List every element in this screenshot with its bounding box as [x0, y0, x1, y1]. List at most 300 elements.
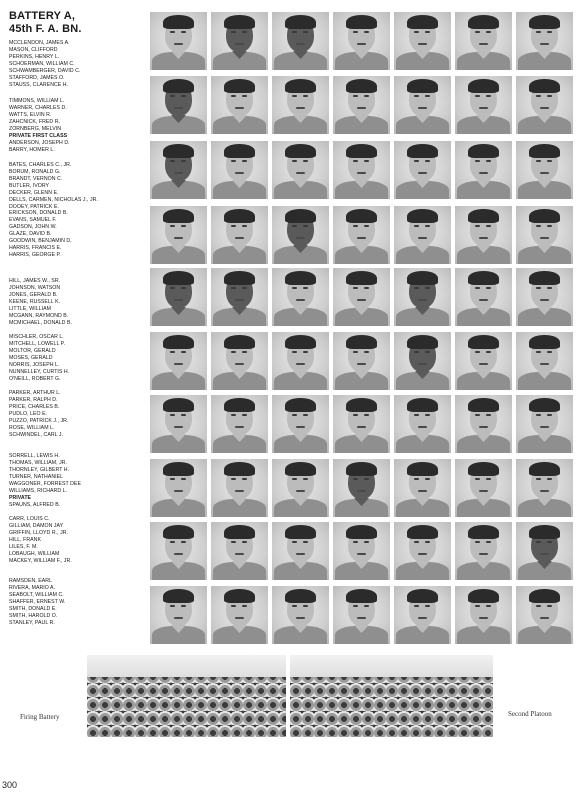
- portrait-photo: [516, 12, 573, 70]
- battery-heading: [9, 10, 145, 36]
- mouth: [174, 43, 183, 45]
- mouth: [296, 172, 305, 174]
- portrait-photo: [394, 141, 451, 199]
- eye: [425, 414, 430, 416]
- roster-name: MCCLENDON, JAMES A.: [9, 40, 70, 46]
- roster-name: SMITH, HAROLD O.: [9, 613, 58, 619]
- roster-name: GRIFFIN, LLOYD R., JR.: [9, 530, 69, 536]
- portrait-photo: [455, 141, 512, 199]
- eye: [364, 605, 369, 607]
- eye: [353, 351, 358, 353]
- eye: [303, 287, 308, 289]
- portrait-photo: [394, 586, 451, 644]
- eye: [353, 160, 358, 162]
- portrait-photo: [394, 76, 451, 134]
- roster-name: WAGGONER, FORREST DEE: [9, 481, 81, 487]
- portrait-photo: [150, 459, 207, 517]
- roster-name: MCMICHAEL, DONALD B.: [9, 320, 72, 326]
- eye: [547, 605, 552, 607]
- eye: [414, 95, 419, 97]
- eye: [414, 414, 419, 416]
- roster-name: SHAFFER, ERNEST W.: [9, 599, 66, 605]
- eye: [536, 351, 541, 353]
- hair: [346, 398, 377, 412]
- eye: [231, 605, 236, 607]
- roster-name: GLAZE, DAVID B.: [9, 231, 52, 237]
- roster-name: TIMMONS, WILLIAM L.: [9, 98, 65, 104]
- hair: [407, 271, 438, 285]
- eye: [242, 160, 247, 162]
- eye: [242, 414, 247, 416]
- portrait-photo: [272, 332, 329, 390]
- battery-heading-line1: BATTERY A,: [9, 10, 76, 22]
- roster-name: CARR, LOUIS C.: [9, 516, 50, 522]
- eye: [231, 478, 236, 480]
- hair: [468, 398, 499, 412]
- roster-name: BARRY, HOMER L.: [9, 147, 55, 153]
- roster-name: WARNER, CHARLES D.: [9, 105, 67, 111]
- mouth: [479, 617, 488, 619]
- roster-name: HILL, JAMES W., SR.: [9, 278, 61, 284]
- hair: [529, 79, 560, 93]
- portrait-photo: [272, 268, 329, 326]
- eye: [486, 160, 491, 162]
- eye: [292, 541, 297, 543]
- hair: [346, 525, 377, 539]
- roster-name: ANDERSON, JOSEPH D.: [9, 140, 70, 146]
- eye: [353, 414, 358, 416]
- portrait-photo: [211, 206, 268, 264]
- mouth: [357, 553, 366, 555]
- eye: [364, 225, 369, 227]
- eye: [353, 287, 358, 289]
- eye: [292, 478, 297, 480]
- roster-name: DOOEY, PATRICK E.: [9, 204, 59, 210]
- portrait-photo: [333, 459, 390, 517]
- hair: [285, 15, 316, 29]
- roster-name: STAUSS, CLARENCE H.: [9, 82, 69, 88]
- roster-name: LOBAUGH, WILLIAM: [9, 551, 60, 557]
- mouth: [418, 426, 427, 428]
- mouth: [357, 237, 366, 239]
- hair: [224, 271, 255, 285]
- mouth: [479, 553, 488, 555]
- eye: [170, 95, 175, 97]
- eye: [292, 351, 297, 353]
- hair: [407, 589, 438, 603]
- eye: [475, 31, 480, 33]
- roster-name: PRICE, CHARLES B.: [9, 404, 60, 410]
- eye: [242, 95, 247, 97]
- mouth: [296, 617, 305, 619]
- page-number: 300: [2, 780, 18, 790]
- hair: [468, 209, 499, 223]
- eye: [364, 95, 369, 97]
- hair: [468, 15, 499, 29]
- eye: [364, 287, 369, 289]
- mouth: [235, 617, 244, 619]
- roster-name: MACKEY, WILLIAM F., JR.: [9, 558, 72, 564]
- roster-name: TURNER, NATHANIEL: [9, 474, 64, 480]
- roster-name: MCGANN, RAYMOND B.: [9, 313, 69, 319]
- portrait-photo: [150, 76, 207, 134]
- mouth: [235, 299, 244, 301]
- eye: [242, 478, 247, 480]
- eye: [181, 478, 186, 480]
- mouth: [418, 299, 427, 301]
- eye: [292, 160, 297, 162]
- roster-name: THORNLEY, GILBERT H.: [9, 467, 70, 473]
- portrait-photo: [211, 141, 268, 199]
- hair: [163, 209, 194, 223]
- mouth: [296, 299, 305, 301]
- roster-name: NUNNELLEY, CURTIS H.: [9, 369, 70, 375]
- roster-name: BRANDT, VERNON C.: [9, 176, 63, 182]
- eye: [364, 414, 369, 416]
- eye: [292, 225, 297, 227]
- portrait-photo: [455, 12, 512, 70]
- mouth: [418, 553, 427, 555]
- eye: [303, 31, 308, 33]
- eye: [303, 541, 308, 543]
- eye: [231, 160, 236, 162]
- hair: [224, 15, 255, 29]
- roster-name: HARRIS, GEORGE P.: [9, 252, 61, 258]
- eye: [364, 31, 369, 33]
- roster-group: [9, 278, 149, 327]
- roster-name: MASON, CLIFFORD: [9, 47, 58, 53]
- mouth: [296, 363, 305, 365]
- roster-group: [9, 578, 149, 627]
- eye: [231, 225, 236, 227]
- eye: [475, 541, 480, 543]
- roster-group: [9, 390, 149, 439]
- eye: [181, 31, 186, 33]
- portrait-photo: [272, 141, 329, 199]
- mouth: [418, 107, 427, 109]
- roster-name: SEABOLT, WILLIAM C.: [9, 592, 64, 598]
- portrait-photo: [150, 12, 207, 70]
- eye: [425, 31, 430, 33]
- eye: [414, 478, 419, 480]
- roster-name: PARKER, ARTHUR L.: [9, 390, 61, 396]
- roster-name: STANLEY, PAUL R.: [9, 620, 55, 626]
- portrait-photo: [455, 459, 512, 517]
- hair: [346, 589, 377, 603]
- roster-name: O'NEILL, ROBERT G.: [9, 376, 61, 382]
- hair: [285, 335, 316, 349]
- hair: [346, 462, 377, 476]
- eye: [547, 225, 552, 227]
- roster-name: GOODWIN, BENJAMIN D.: [9, 238, 72, 244]
- eye: [536, 541, 541, 543]
- mouth: [479, 107, 488, 109]
- eye: [486, 95, 491, 97]
- roster-name: LILES, F. M.: [9, 544, 38, 550]
- mouth: [296, 426, 305, 428]
- hair: [407, 144, 438, 158]
- mouth: [174, 617, 183, 619]
- eye: [425, 95, 430, 97]
- eye: [475, 414, 480, 416]
- hair: [529, 15, 560, 29]
- portrait-photo: [150, 332, 207, 390]
- hair: [163, 398, 194, 412]
- mouth: [357, 363, 366, 365]
- roster-name: PUZZO, PATRICK J., JR.: [9, 418, 69, 424]
- portrait-photo: [333, 141, 390, 199]
- mouth: [174, 237, 183, 239]
- mouth: [540, 299, 549, 301]
- mouth: [235, 107, 244, 109]
- portrait-photo: [333, 332, 390, 390]
- roster-name: MITCHELL, LOWELL P.: [9, 341, 66, 347]
- hair: [468, 462, 499, 476]
- portrait-photo: [516, 586, 573, 644]
- hair: [407, 335, 438, 349]
- mouth: [235, 426, 244, 428]
- hair: [224, 589, 255, 603]
- eye: [242, 605, 247, 607]
- eye: [242, 287, 247, 289]
- eye: [475, 95, 480, 97]
- eye: [475, 478, 480, 480]
- mouth: [540, 490, 549, 492]
- eye: [170, 605, 175, 607]
- hair: [224, 398, 255, 412]
- eye: [414, 287, 419, 289]
- eye: [353, 478, 358, 480]
- roster-name: RIVERA, MARIO A.: [9, 585, 56, 591]
- portrait-photo: [394, 332, 451, 390]
- hair: [346, 15, 377, 29]
- eye: [475, 287, 480, 289]
- mouth: [540, 363, 549, 365]
- roster-name: ZORNBERG, MELVIN: [9, 126, 62, 132]
- roster-name: PARKER, RALPH D.: [9, 397, 58, 403]
- mouth: [540, 617, 549, 619]
- eye: [486, 478, 491, 480]
- hair: [468, 79, 499, 93]
- hair: [346, 144, 377, 158]
- eye: [242, 351, 247, 353]
- hair: [407, 209, 438, 223]
- portrait-photo: [211, 12, 268, 70]
- roster-name: SCHWINDEL, CARL J.: [9, 432, 64, 438]
- roster-name: DECKER, GLENN E.: [9, 190, 59, 196]
- mouth: [174, 172, 183, 174]
- photo-sky: [290, 655, 493, 677]
- eye: [292, 414, 297, 416]
- mouth: [357, 490, 366, 492]
- eye: [475, 605, 480, 607]
- mouth: [540, 426, 549, 428]
- eye: [353, 225, 358, 227]
- roster-name: WILLIAMS, RICHARD L.: [9, 488, 68, 494]
- portrait-photo: [333, 206, 390, 264]
- roster-name: RAMSDEN, EARL: [9, 578, 53, 584]
- mouth: [235, 490, 244, 492]
- portrait-photo: [516, 522, 573, 580]
- hair: [163, 525, 194, 539]
- portrait-photo: [211, 459, 268, 517]
- eye: [364, 541, 369, 543]
- battery-heading-line2: 45th F. A. BN.: [9, 23, 82, 35]
- eye: [303, 160, 308, 162]
- roster-group: [9, 162, 149, 211]
- mouth: [540, 107, 549, 109]
- portrait-photo: [272, 586, 329, 644]
- eye: [181, 351, 186, 353]
- roster-name: SPAUNS, ALFRED B.: [9, 502, 61, 508]
- portrait-photo: [150, 206, 207, 264]
- eye: [414, 541, 419, 543]
- rank-label: PRIVATE: [9, 495, 32, 501]
- portrait-photo: [211, 268, 268, 326]
- mouth: [479, 237, 488, 239]
- rank-label: PRIVATE FIRST CLASS: [9, 133, 68, 139]
- portrait-photo: [150, 141, 207, 199]
- eye: [536, 160, 541, 162]
- eye: [425, 160, 430, 162]
- portrait-photo: [272, 522, 329, 580]
- eye: [170, 351, 175, 353]
- portrait-photo: [455, 332, 512, 390]
- hair: [285, 79, 316, 93]
- hair: [285, 525, 316, 539]
- portrait-photo: [150, 522, 207, 580]
- hair: [468, 144, 499, 158]
- eye: [536, 31, 541, 33]
- eye: [414, 225, 419, 227]
- roster-name: PUDLO, LEO E.: [9, 411, 48, 417]
- mouth: [418, 617, 427, 619]
- eye: [170, 287, 175, 289]
- eye: [486, 541, 491, 543]
- eye: [364, 160, 369, 162]
- roster-name: NORRIS, JOSEPH L.: [9, 362, 60, 368]
- mouth: [296, 43, 305, 45]
- hair: [468, 335, 499, 349]
- mouth: [174, 553, 183, 555]
- eye: [181, 225, 186, 227]
- eye: [364, 478, 369, 480]
- eye: [547, 414, 552, 416]
- portrait-photo: [211, 395, 268, 453]
- portrait-photo: [516, 459, 573, 517]
- hair: [529, 209, 560, 223]
- eye: [425, 351, 430, 353]
- eye: [486, 605, 491, 607]
- portrait-photo: [394, 395, 451, 453]
- mouth: [357, 107, 366, 109]
- eye: [425, 225, 430, 227]
- mouth: [418, 363, 427, 365]
- portrait-photo: [516, 268, 573, 326]
- eye: [242, 541, 247, 543]
- eye: [303, 351, 308, 353]
- portrait-photo: [455, 395, 512, 453]
- eye: [536, 414, 541, 416]
- photo-sky: [87, 655, 286, 677]
- eye: [170, 478, 175, 480]
- eye: [303, 605, 308, 607]
- portrait-photo: [211, 586, 268, 644]
- portrait-photo: [516, 332, 573, 390]
- roster-name: MISCHLER, OSCAR L.: [9, 334, 64, 340]
- eye: [303, 95, 308, 97]
- eye: [414, 605, 419, 607]
- hair: [407, 79, 438, 93]
- hair: [346, 209, 377, 223]
- group-photo-firing-battery: [87, 655, 286, 737]
- portrait-photo: [333, 268, 390, 326]
- portrait-photo: [211, 332, 268, 390]
- mouth: [296, 107, 305, 109]
- mouth: [540, 553, 549, 555]
- hair: [529, 398, 560, 412]
- eye: [170, 31, 175, 33]
- eye: [242, 225, 247, 227]
- hair: [468, 589, 499, 603]
- eye: [536, 95, 541, 97]
- roster-group: [9, 334, 149, 383]
- caption-second-platoon: Second Platoon: [508, 710, 552, 718]
- portrait-photo: [455, 586, 512, 644]
- portrait-photo: [394, 12, 451, 70]
- roster-name: BORUM, RONALD G.: [9, 169, 61, 175]
- mouth: [418, 490, 427, 492]
- eye: [547, 351, 552, 353]
- roster-name: MOLTOR, GERALD: [9, 348, 56, 354]
- eye: [486, 351, 491, 353]
- eye: [547, 287, 552, 289]
- mouth: [235, 237, 244, 239]
- eye: [181, 414, 186, 416]
- mouth: [174, 363, 183, 365]
- hair: [529, 525, 560, 539]
- hair: [285, 398, 316, 412]
- eye: [353, 541, 358, 543]
- eye: [353, 31, 358, 33]
- roster-name: MOSES, GERALD: [9, 355, 53, 361]
- hair: [529, 271, 560, 285]
- eye: [170, 160, 175, 162]
- hair: [285, 589, 316, 603]
- eye: [353, 605, 358, 607]
- mouth: [296, 490, 305, 492]
- eye: [486, 414, 491, 416]
- mouth: [479, 363, 488, 365]
- mouth: [296, 237, 305, 239]
- mouth: [357, 617, 366, 619]
- roster-group: [9, 516, 149, 565]
- eye: [364, 351, 369, 353]
- roster-group: [9, 98, 149, 154]
- eye: [425, 541, 430, 543]
- portrait-photo: [272, 206, 329, 264]
- hair: [407, 15, 438, 29]
- portrait-photo: [455, 522, 512, 580]
- eye: [486, 287, 491, 289]
- mouth: [357, 426, 366, 428]
- eye: [292, 287, 297, 289]
- mouth: [174, 426, 183, 428]
- roster-name: SORRELL, LEWIS H.: [9, 453, 60, 459]
- eye: [536, 478, 541, 480]
- eye: [547, 95, 552, 97]
- roster-name: PERKINS, HENRY L.: [9, 54, 60, 60]
